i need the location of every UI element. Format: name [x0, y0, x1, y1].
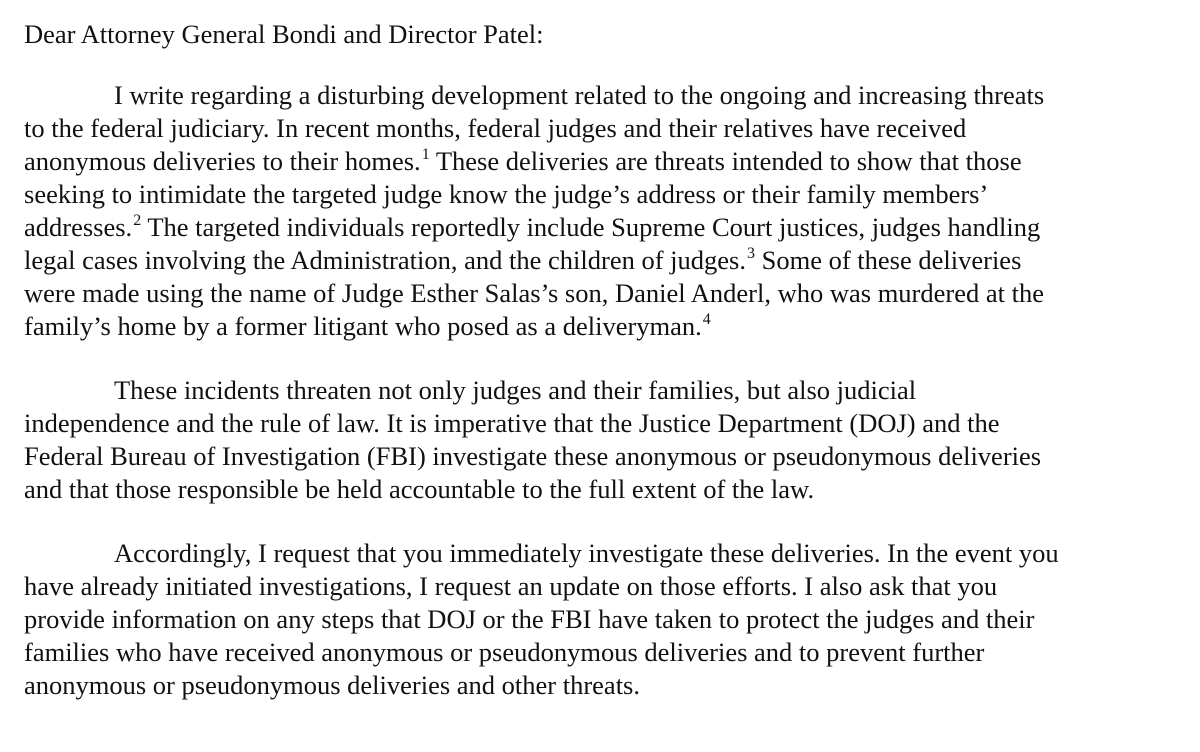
paragraph-1-line-6-text-b: Some of these deliveries: [754, 245, 1022, 275]
paragraph-1-line-3-text-b: These deliveries are threats intended to show that those: [429, 146, 1022, 176]
paragraph-1-line-5-text-b: The targeted individuals reportedly include Supreme Court justices, judges handling: [141, 212, 1041, 242]
paragraph-2-line-3: Federal Bureau of Investigation (FBI) investigate these anonymous or pseudonymous deliveries: [24, 441, 1042, 471]
paragraph-1-line-5-text-a: addresses.: [24, 212, 133, 242]
footnote-marker-1: 1: [421, 146, 430, 163]
paragraph-3-line-1: Accordingly, I request that you immediately investigate these deliveries. In the event you: [114, 538, 1059, 568]
paragraph-2-line-2: independence and the rule of law. It is imperative that the Justice Department (DOJ) and the: [24, 408, 1000, 438]
paragraph-2-line-1: These incidents threaten not only judges and their families, but also judicial: [114, 375, 917, 405]
paragraph-1-line-3: [24, 145, 1178, 178]
paragraph-1-line-3-text-a: anonymous deliveries to their homes.: [24, 146, 421, 176]
paragraph-1-line-1: I write regarding a disturbing development related to the ongoing and increasing threats: [114, 80, 1045, 110]
paragraph-1-line-6: [24, 244, 1178, 277]
paragraph-3-line-5: anonymous or pseudonymous deliveries and other threats.: [24, 670, 640, 700]
paragraph-threats: [24, 79, 1178, 343]
salutation: Dear Attorney General Bondi and Director Patel:: [24, 19, 544, 49]
paragraph-3-line-4: families who have received anonymous or pseudonymous deliveries and to prevent further: [24, 637, 985, 667]
paragraph-1-line-4: seeking to intimidate the targeted judge know the judge’s address or their family members’: [24, 179, 989, 209]
footnote-marker-4: 4: [702, 311, 711, 328]
footnote-marker-2: 2: [133, 212, 142, 229]
footnote-marker-3: 3: [746, 245, 755, 262]
paragraph-1-line-8-text-a: family’s home by a former litigant who posed as a deliveryman.: [24, 311, 702, 341]
paragraph-independence: [24, 374, 1178, 506]
paragraph-request: [24, 537, 1178, 702]
paragraph-1-line-5: [24, 211, 1178, 244]
paragraph-1-line-7: were made using the name of Judge Esther Salas’s son, Daniel Anderl, who was murdered at the: [24, 278, 1044, 308]
paragraph-1-line-8: [24, 310, 1178, 343]
paragraph-1-line-6-text-a: legal cases involving the Administration, and the children of judges.: [24, 245, 746, 275]
paragraph-3-line-3: provide information on any steps that DOJ or the FBI have taken to protect the judges and their: [24, 604, 1035, 634]
paragraph-2-line-4: and that those responsible be held accountable to the full extent of the law.: [24, 474, 815, 504]
paragraph-1-line-2: to the federal judiciary. In recent months, federal judges and their relatives have received: [24, 113, 967, 143]
paragraph-3-line-2: have already initiated investigations, I request an update on those efforts. I also ask that you: [24, 571, 998, 601]
